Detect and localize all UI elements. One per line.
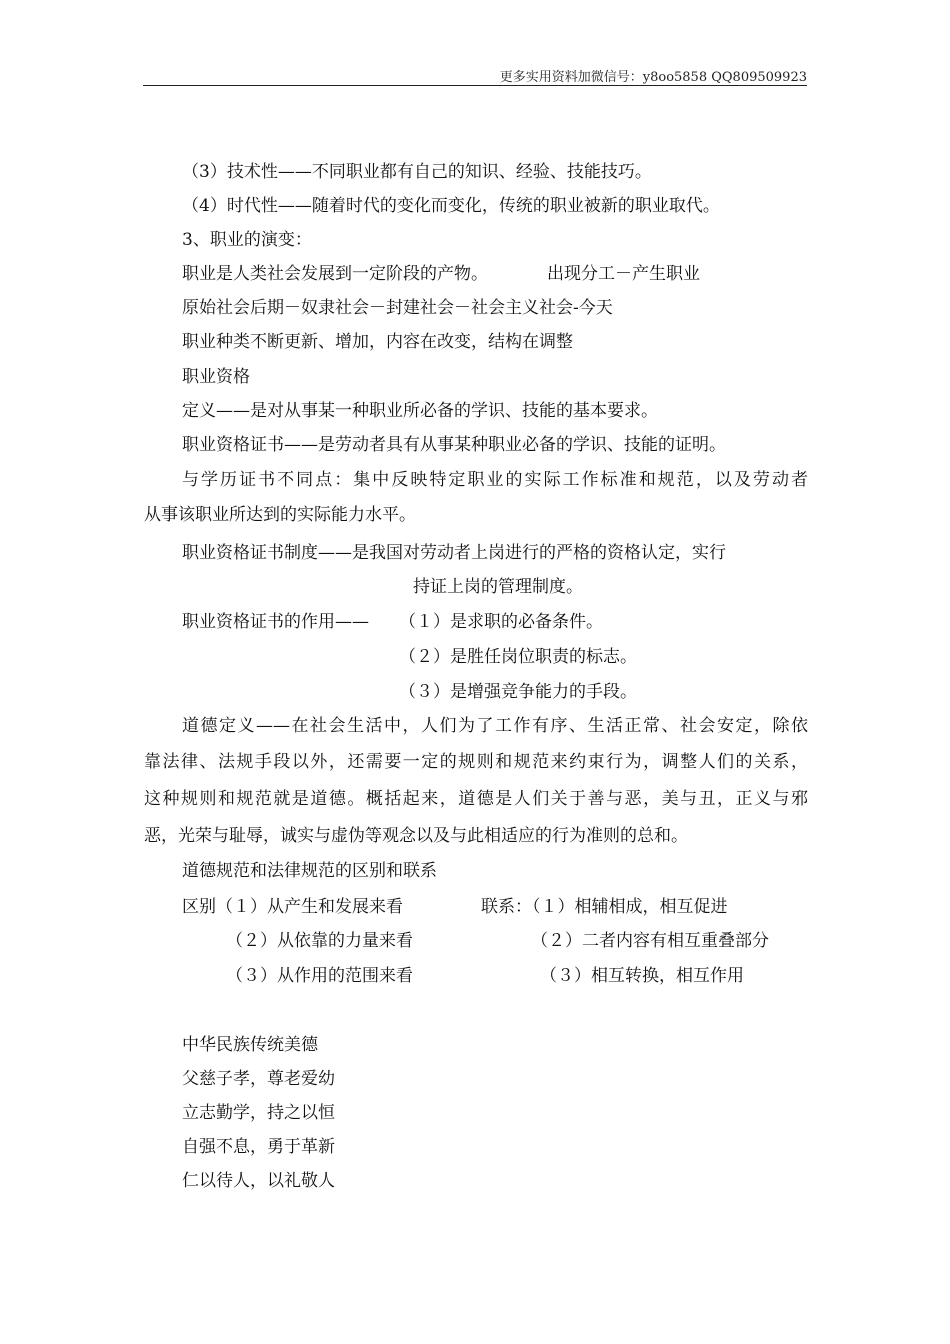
difference-item: 区别（１）从产生和发展来看	[182, 897, 403, 917]
link-item: 联系：（１）相辅相成，相互促进	[481, 897, 728, 917]
paragraph: 职业资格证书——是劳动者具有从事某种职业必备的学识、技能的证明。	[182, 435, 726, 455]
paragraph: 出现分工－产生职业	[547, 264, 700, 284]
list-item: 父慈子孝，尊老爱幼	[182, 1069, 335, 1089]
link-item: （２）二者内容有相互重叠部分	[531, 931, 769, 951]
paragraph: 职业资格证书的作用——	[182, 612, 369, 632]
list-item: 仁以待人，以礼敬人	[182, 1171, 335, 1191]
link-item: （３）相互转换，相互作用	[540, 966, 744, 986]
paragraph-line: 与学历证书不同点：集中反映特定职业的实际工作标准和规范，以及劳动者	[182, 470, 808, 490]
paragraph: 定义——是对从事某一种职业所必备的学识、技能的基本要求。	[182, 401, 658, 421]
paragraph-line: 恶，光荣与耻辱，诚实与虚伪等观念以及与此相适应的行为准则的总和。	[144, 826, 688, 846]
difference-item: （２）从依靠的力量来看	[226, 931, 413, 951]
paragraph-line: 持证上岗的管理制度。	[413, 577, 583, 597]
paragraph-line: 从事该职业所达到的实际能力水平。	[144, 505, 416, 525]
list-item: （１）是求职的必备条件。	[399, 612, 603, 632]
list-item: （２）是胜任岗位职责的标志。	[399, 647, 637, 667]
section-heading: 3、职业的演变：	[182, 230, 312, 250]
paragraph: 职业种类不断更新、增加，内容在改变，结构在调整	[182, 332, 573, 352]
list-item: 立志勤学，持之以恒	[182, 1103, 335, 1123]
paragraph: 原始社会后期－奴隶社会－封建社会－社会主义社会-今天	[182, 298, 613, 318]
section-heading: 职业资格	[182, 367, 250, 387]
section-heading: 中华民族传统美德	[182, 1035, 318, 1055]
page-header: 更多实用资料加微信号：y8oo5858 QQ809509923	[499, 70, 807, 85]
list-item: 自强不息，勇于革新	[182, 1137, 335, 1157]
paragraph-line: 道德定义——在社会生活中，人们为了工作有序、生活正常、社会安定，除依	[182, 716, 808, 736]
paragraph-line: 职业资格证书制度——是我国对劳动者上岗进行的严格的资格认定，实行	[182, 543, 726, 563]
paragraph: 职业是人类社会发展到一定阶段的产物。	[182, 264, 488, 284]
paragraph: （4）时代性——随着时代的变化而变化，传统的职业被新的职业取代。	[182, 196, 720, 216]
list-item: （３）是增强竞争能力的手段。	[399, 682, 637, 702]
paragraph-line: 靠法律、法规手段以外，还需要一定的规则和规范来约束行为，调整人们的关系，	[144, 752, 808, 772]
section-heading: 道德规范和法律规范的区别和联系	[182, 861, 437, 881]
paragraph: （3）技术性——不同职业都有自己的知识、经验、技能技巧。	[182, 162, 652, 182]
difference-item: （３）从作用的范围来看	[226, 966, 413, 986]
paragraph-line: 这种规则和规范就是道德。概括起来，道德是人们关于善与恶，美与丑，正义与邪	[144, 789, 808, 809]
